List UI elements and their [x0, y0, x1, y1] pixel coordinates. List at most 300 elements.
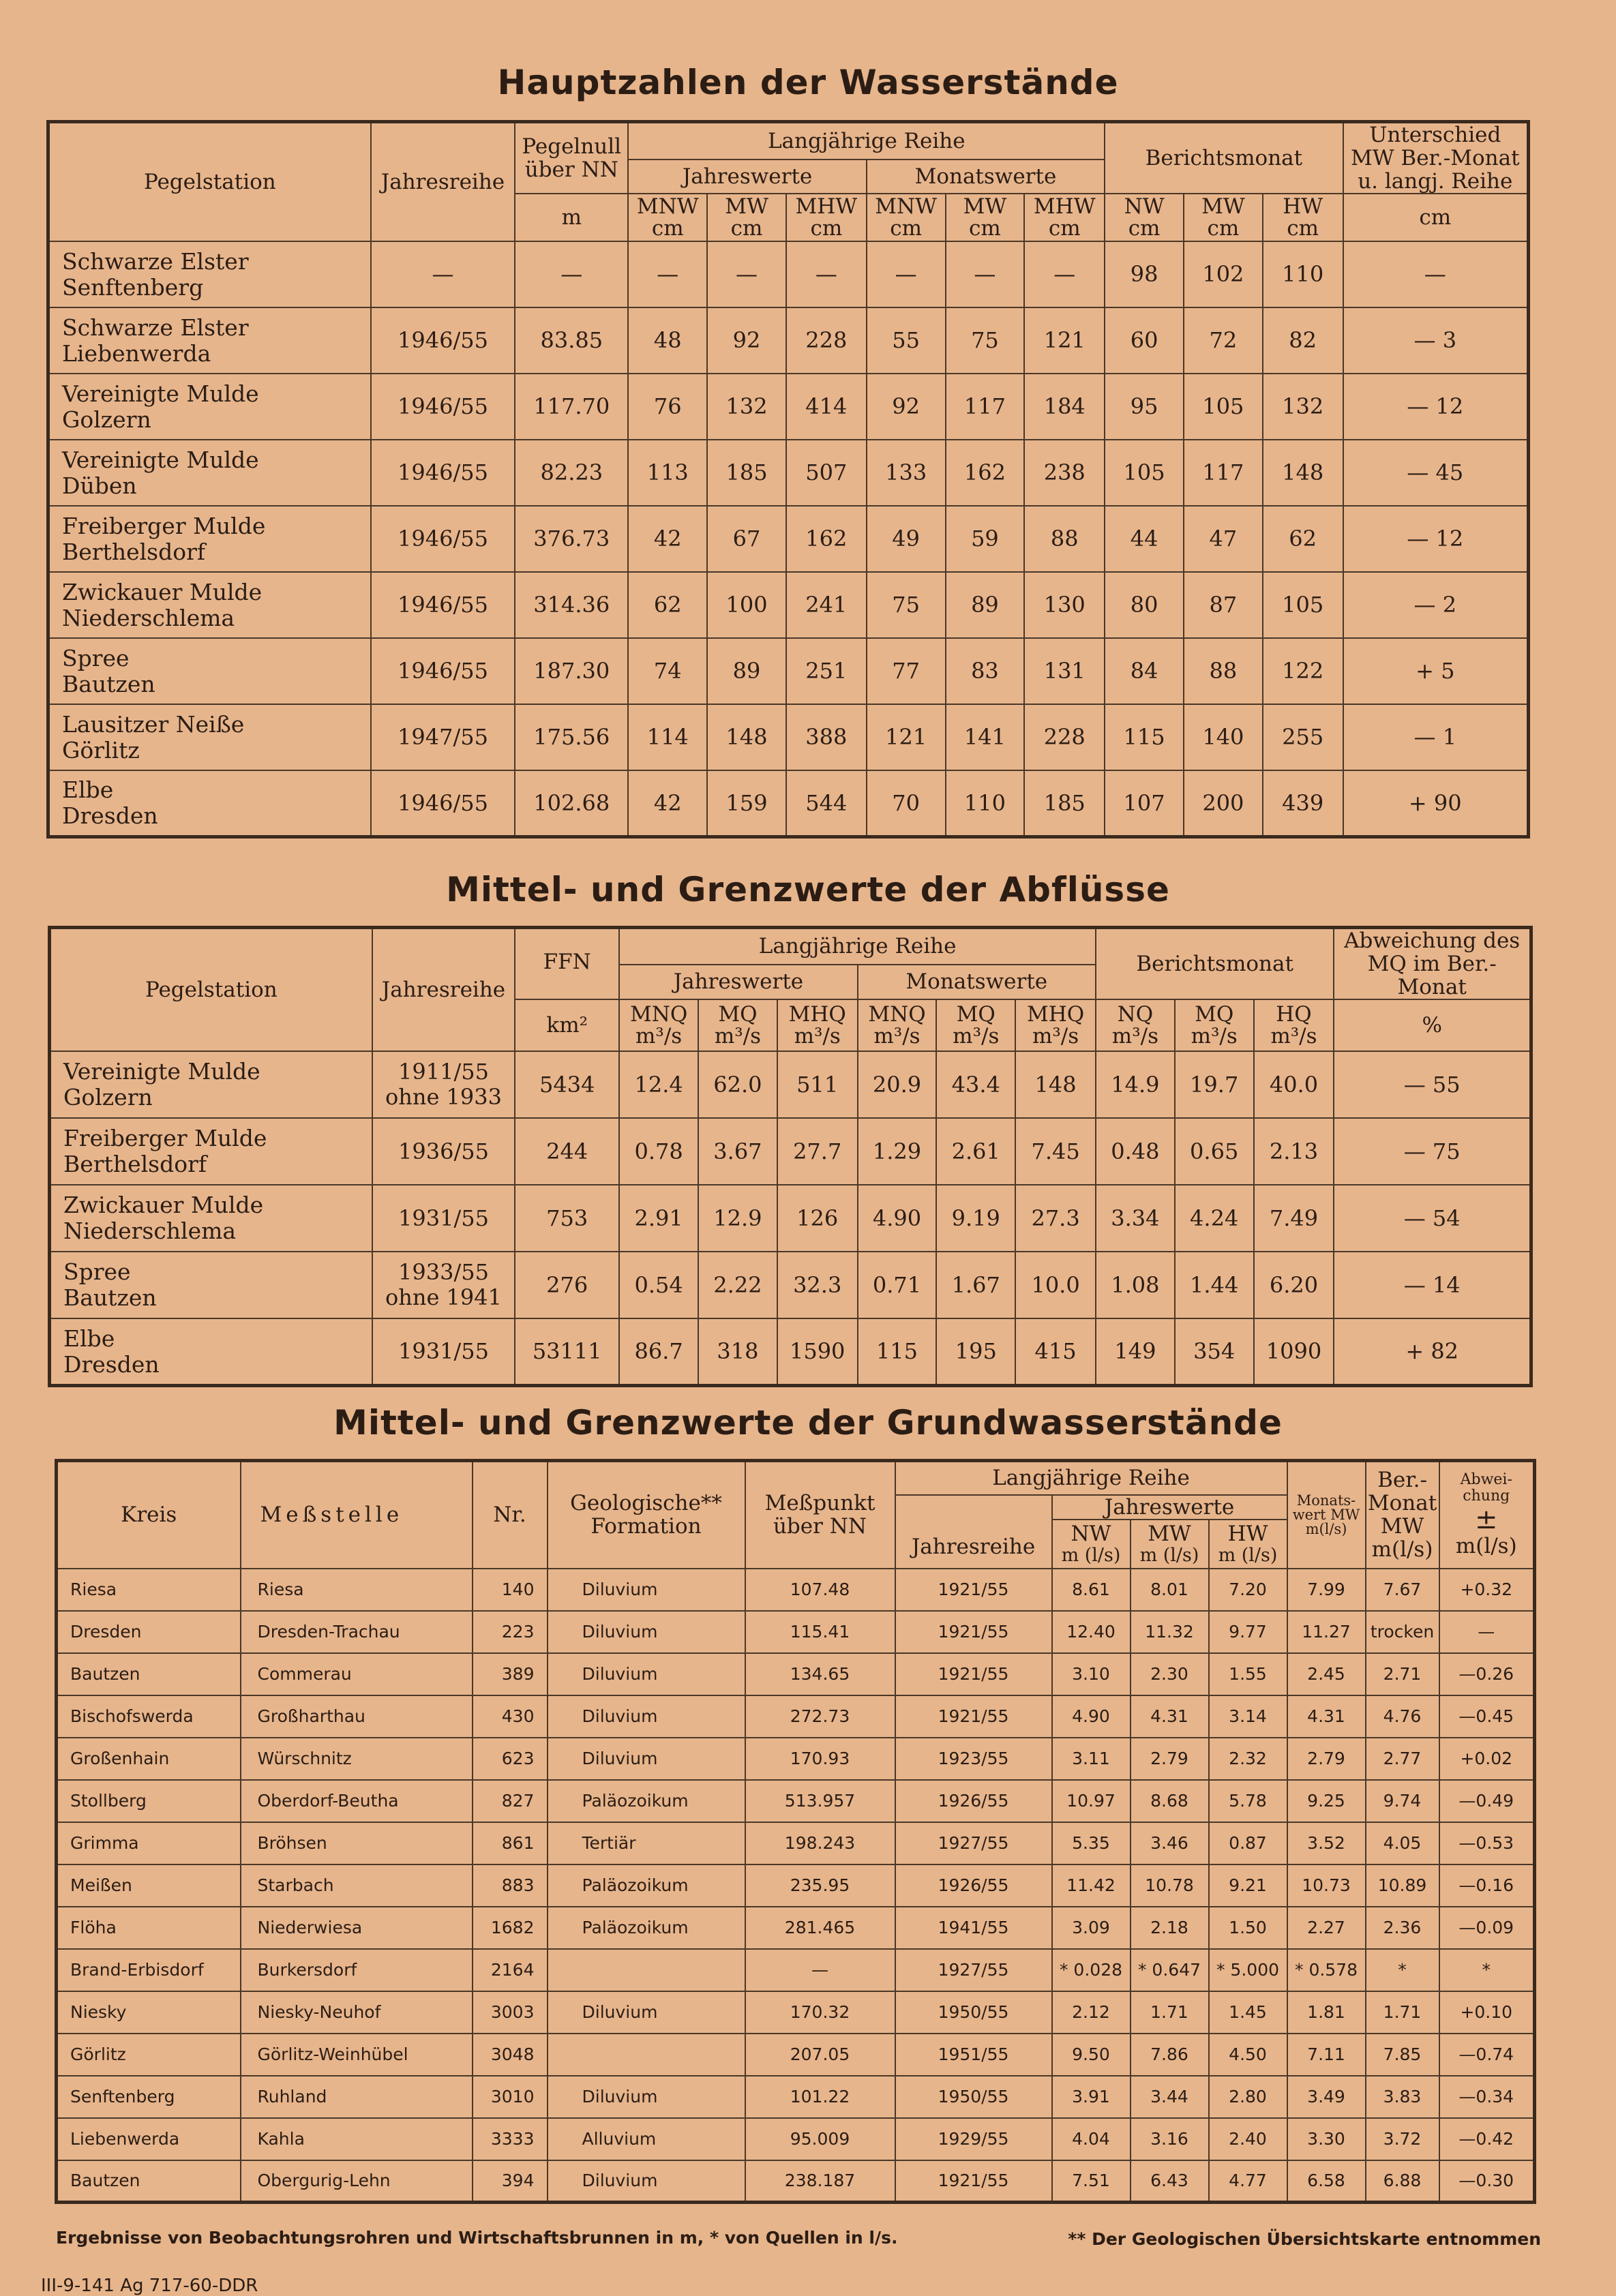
value-cell: 75 [867, 572, 946, 638]
value-cell: 113 [628, 440, 707, 506]
abweichung-cell: —0.16 [1439, 1864, 1535, 1907]
footnote-left: Ergebnisse von Beobachtungsrohren und Wirtschaftsbrunnen in m, * von Quellen in l/s. [56, 2228, 898, 2248]
messpunkt-cell: 281.465 [745, 1907, 895, 1949]
unterschied-cell: — 12 [1343, 374, 1529, 440]
header-berichtsmonat: Berichtsmonat [1105, 122, 1343, 194]
value-cell: 414 [786, 374, 867, 440]
value-cell: — [867, 241, 946, 307]
messpunkt-cell: 238.187 [745, 2160, 895, 2203]
value-cell: 148 [1015, 1051, 1096, 1118]
station-place: Liebenwerda [62, 339, 211, 367]
value-cell: 76 [628, 374, 707, 440]
nw-cell: 3.91 [1052, 2076, 1131, 2118]
value-cell: 95 [1105, 374, 1184, 440]
value-cell: — [707, 241, 786, 307]
value-cell: 159 [707, 770, 786, 836]
station-river: Zwickauer Mulde [63, 1192, 264, 1219]
formation-cell [548, 1949, 745, 1991]
station-place: Düben [62, 472, 137, 499]
ber-monat-cell: 3.83 [1366, 2076, 1439, 2118]
station-cell [48, 638, 371, 704]
unterschied-cell: — 12 [1343, 506, 1529, 572]
header-berichtsmonat: Berichtsmonat [1096, 928, 1334, 1000]
value-cell: 132 [707, 374, 786, 440]
hw-cell: 3.14 [1209, 1695, 1287, 1738]
nr-cell: 623 [473, 1738, 548, 1780]
header-kreis: Kreis [57, 1461, 241, 1569]
jahresreihe-cell: 1946/55 [371, 374, 515, 440]
value-cell: 114 [628, 704, 707, 770]
monatswert-cell: 7.99 [1287, 1569, 1366, 1611]
value-cell: 251 [786, 638, 867, 704]
station-cell [48, 374, 371, 440]
mw-cell: 3.46 [1131, 1822, 1209, 1864]
messpunkt-cell: 513.957 [745, 1780, 895, 1822]
jahresreihe-note: ohne 1933 [385, 1084, 502, 1111]
kreis-cell: Görlitz [57, 2034, 241, 2076]
table-abfluesse-body [50, 1051, 1531, 1385]
value-cell: 67 [707, 506, 786, 572]
station-place: Dresden [63, 1350, 160, 1378]
jahresreihe-cell [372, 1252, 515, 1318]
value-cell: 44 [1105, 506, 1184, 572]
kreis-cell: Senftenberg [57, 2076, 241, 2118]
table-row [57, 1695, 1535, 1738]
monatswert-cell: 7.11 [1287, 2034, 1366, 2076]
jahresreihe-cell: 1951/55 [895, 2034, 1052, 2076]
value-cell: 162 [946, 440, 1025, 506]
kreis-cell: Bischofswerda [57, 1695, 241, 1738]
header-pegelstation: Pegelstation [50, 928, 372, 1052]
messstelle-cell: Starbach [241, 1864, 473, 1907]
nw-cell: 9.50 [1052, 2034, 1131, 2076]
station-river: Schwarze Elster [62, 314, 249, 341]
value-cell: 100 [707, 572, 786, 638]
jahresreihe-cell: 1946/55 [371, 770, 515, 836]
table-row [57, 2118, 1535, 2160]
ber-monat-cell: 7.67 [1366, 1569, 1439, 1611]
value-cell: 12.4 [619, 1051, 698, 1118]
mw-cell: 7.86 [1131, 2034, 1209, 2076]
jahresreihe-range: 1931/55 [398, 1338, 489, 1365]
header-pegelnull: Pegelnull über NN [515, 122, 628, 194]
fn-cell: 244 [515, 1118, 619, 1185]
kreis-cell: Grimma [57, 1822, 241, 1864]
value-cell: 105 [1184, 374, 1263, 440]
value-cell: 184 [1024, 374, 1105, 440]
station-cell [48, 704, 371, 770]
kreis-cell: Meißen [57, 1864, 241, 1907]
header-col: MNW cm [867, 194, 946, 241]
jahresreihe-cell: 1927/55 [895, 1822, 1052, 1864]
nw-cell: 4.04 [1052, 2118, 1131, 2160]
monatswert-cell: 6.58 [1287, 2160, 1366, 2203]
header-messstelle: Meßstelle [241, 1461, 473, 1569]
value-cell: 102 [1184, 241, 1263, 307]
table-row [48, 770, 1529, 836]
header-unterschied-unit: cm [1343, 194, 1529, 241]
jahresreihe-cell: 1921/55 [895, 1569, 1052, 1611]
station-cell [48, 307, 371, 374]
value-cell: 107 [1105, 770, 1184, 836]
monatswert-cell: 1.81 [1287, 1991, 1366, 2034]
value-cell: 1.29 [858, 1118, 937, 1185]
monatswert-cell: 4.31 [1287, 1695, 1366, 1738]
value-cell: 62.0 [698, 1051, 777, 1118]
value-cell: 84 [1105, 638, 1184, 704]
abweichung-cell: —0.26 [1439, 1653, 1535, 1695]
monatswert-cell: 11.27 [1287, 1611, 1366, 1653]
station-place: Bautzen [62, 670, 155, 697]
value-cell: 60 [1105, 307, 1184, 374]
jahresreihe-range: 1911/55 [398, 1059, 489, 1085]
table-row [57, 1949, 1535, 1991]
value-cell: 132 [1263, 374, 1343, 440]
monatswert-cell: 2.79 [1287, 1738, 1366, 1780]
footnote-right: ** Der Geologischen Übersichtskarte entnommen [1068, 2229, 1541, 2249]
jahresreihe-cell [372, 1118, 515, 1185]
value-cell: 1.67 [936, 1252, 1015, 1318]
table-row [57, 2034, 1535, 2076]
header-col: MNW cm [628, 194, 707, 241]
station-river: Vereinigte Mulde [62, 446, 259, 473]
table-row [50, 1252, 1531, 1318]
mw-cell: 10.78 [1131, 1864, 1209, 1907]
station-river: Vereinigte Mulde [63, 1058, 260, 1085]
nw-cell: 12.40 [1052, 1611, 1131, 1653]
value-cell: 77 [867, 638, 946, 704]
station-cell [50, 1252, 372, 1318]
header-col: MW cm [946, 194, 1025, 241]
abweichung-cell: —0.42 [1439, 2118, 1535, 2160]
station-cell [50, 1318, 372, 1385]
value-cell: 507 [786, 440, 867, 506]
jahresreihe-range: 1931/55 [398, 1205, 489, 1231]
header-nr: Nr. [473, 1461, 548, 1569]
pegelnull-cell: 376.73 [515, 506, 628, 572]
value-cell: 1590 [777, 1318, 858, 1385]
messpunkt-cell: 272.73 [745, 1695, 895, 1738]
hw-cell: 7.20 [1209, 1569, 1287, 1611]
messstelle-cell: Riesa [241, 1569, 473, 1611]
messstelle-cell: Commerau [241, 1653, 473, 1695]
kreis-cell: Bautzen [57, 2160, 241, 2203]
hw-cell: 1.45 [1209, 1991, 1287, 2034]
value-cell: 75 [946, 307, 1025, 374]
messstelle-cell: Großharthau [241, 1695, 473, 1738]
kreis-cell: Liebenwerda [57, 2118, 241, 2160]
messpunkt-cell: 198.243 [745, 1822, 895, 1864]
value-cell: 0.78 [619, 1118, 698, 1185]
value-cell: 185 [1024, 770, 1105, 836]
nr-cell: 389 [473, 1653, 548, 1695]
fn-cell: 753 [515, 1185, 619, 1252]
ber-monat-cell: 10.89 [1366, 1864, 1439, 1907]
table-row [57, 2160, 1535, 2203]
pegelnull-cell: 102.68 [515, 770, 628, 836]
messstelle-cell: Würschnitz [241, 1738, 473, 1780]
mw-cell: 2.18 [1131, 1907, 1209, 1949]
value-cell: 141 [946, 704, 1025, 770]
header-jahresreihe: Jahresreihe [372, 928, 515, 1052]
header-col: MHQ m³/s [777, 999, 858, 1051]
nr-cell: 861 [473, 1822, 548, 1864]
pegelnull-cell: 117.70 [515, 374, 628, 440]
nr-cell: 883 [473, 1864, 548, 1907]
hw-cell: 2.40 [1209, 2118, 1287, 2160]
header-col: MHW cm [786, 194, 867, 241]
nw-cell: 4.90 [1052, 1695, 1131, 1738]
mw-cell: 3.16 [1131, 2118, 1209, 2160]
messstelle-cell: Obergurig-Lehn [241, 2160, 473, 2203]
kreis-cell: Flöha [57, 1907, 241, 1949]
unterschied-cell: + 90 [1343, 770, 1529, 836]
value-cell: 2.61 [936, 1118, 1015, 1185]
jahresreihe-cell: 1921/55 [895, 2160, 1052, 2203]
monatswert-cell: 3.30 [1287, 2118, 1366, 2160]
jahresreihe-cell: 1947/55 [371, 704, 515, 770]
mw-cell: * 0.647 [1131, 1949, 1209, 1991]
header-langjaehrige-reihe: Langjährige Reihe [895, 1461, 1287, 1495]
header-col: MNQ m³/s [619, 999, 698, 1051]
header-jahresreihe: Jahresreihe [895, 1495, 1052, 1569]
value-cell: 48 [628, 307, 707, 374]
value-cell: 0.48 [1096, 1118, 1175, 1185]
pegelnull-cell: 82.23 [515, 440, 628, 506]
nw-cell: 7.51 [1052, 2160, 1131, 2203]
mw-cell: 2.30 [1131, 1653, 1209, 1695]
kreis-cell: Dresden [57, 1611, 241, 1653]
ber-monat-cell: * [1366, 1949, 1439, 1991]
value-cell: 388 [786, 704, 867, 770]
station-place: Dresden [62, 802, 158, 830]
value-cell: 88 [1024, 506, 1105, 572]
table-row [57, 1738, 1535, 1780]
fn-cell: 276 [515, 1252, 619, 1318]
value-cell: 140 [1184, 704, 1263, 770]
value-cell: 62 [628, 572, 707, 638]
abweichung-cell: + 82 [1334, 1318, 1531, 1385]
formation-cell: Diluvium [548, 1738, 745, 1780]
value-cell: 149 [1096, 1318, 1175, 1385]
station-river: Elbe [63, 1325, 115, 1352]
abweichung-cell: —0.34 [1439, 2076, 1535, 2118]
messpunkt-cell: 101.22 [745, 2076, 895, 2118]
nr-cell: 3010 [473, 2076, 548, 2118]
nr-cell: 3003 [473, 1991, 548, 2034]
nw-cell: 2.12 [1052, 1991, 1131, 2034]
ber-monat-cell: 2.36 [1366, 1907, 1439, 1949]
nr-cell: 827 [473, 1780, 548, 1822]
jahresreihe-cell: 1946/55 [371, 440, 515, 506]
header-langjaehrige-reihe: Langjährige Reihe [628, 122, 1105, 160]
header-col: MHW cm [1024, 194, 1105, 241]
nr-cell: 3048 [473, 2034, 548, 2076]
value-cell: 439 [1263, 770, 1343, 836]
messstelle-cell: Burkersdorf [241, 1949, 473, 1991]
table-row [48, 638, 1529, 704]
abweichung-cell: — 75 [1334, 1118, 1531, 1185]
messpunkt-cell: 235.95 [745, 1864, 895, 1907]
formation-cell: Alluvium [548, 2118, 745, 2160]
value-cell: 121 [1024, 307, 1105, 374]
value-cell: 80 [1105, 572, 1184, 638]
header-col: HW cm [1263, 194, 1343, 241]
header-ber-monat: Ber.-Monat MW m(l/s) [1366, 1461, 1439, 1569]
value-cell: — [786, 241, 867, 307]
value-cell: 59 [946, 506, 1025, 572]
table-row [57, 1653, 1535, 1695]
messstelle-cell: Niederwiesa [241, 1907, 473, 1949]
formation-cell: Diluvium [548, 1569, 745, 1611]
unterschied-cell: — 2 [1343, 572, 1529, 638]
value-cell: 200 [1184, 770, 1263, 836]
station-river: Freiberger Mulde [62, 512, 266, 539]
station-river: Schwarze Elster [62, 247, 249, 275]
kreis-cell: Großenhain [57, 1738, 241, 1780]
jahresreihe-cell: — [371, 241, 515, 307]
kreis-cell: Brand-Erbisdorf [57, 1949, 241, 1991]
station-river: Lausitzer Neiße [62, 710, 245, 738]
jahresreihe-cell: 1921/55 [895, 1653, 1052, 1695]
nw-cell: 5.35 [1052, 1822, 1131, 1864]
unterschied-cell: — 1 [1343, 704, 1529, 770]
station-river: Zwickauer Mulde [62, 578, 263, 605]
value-cell: 43.4 [936, 1051, 1015, 1118]
pegelnull-cell: 187.30 [515, 638, 628, 704]
mw-cell: 11.32 [1131, 1611, 1209, 1653]
value-cell: 1090 [1254, 1318, 1334, 1385]
formation-cell: Diluvium [548, 1991, 745, 2034]
jahresreihe-cell: 1950/55 [895, 2076, 1052, 2118]
hw-cell: 9.21 [1209, 1864, 1287, 1907]
value-cell: 19.7 [1175, 1051, 1254, 1118]
station-cell [48, 572, 371, 638]
hw-cell: 2.80 [1209, 2076, 1287, 2118]
messpunkt-cell: 207.05 [745, 2034, 895, 2076]
kreis-cell: Niesky [57, 1991, 241, 2034]
messstelle-cell: Dresden-Trachau [241, 1611, 473, 1653]
abweichung-cell: —0.30 [1439, 2160, 1535, 2203]
mw-cell: 6.43 [1131, 2160, 1209, 2203]
jahresreihe-cell: 1946/55 [371, 307, 515, 374]
station-place: Senftenberg [62, 273, 204, 301]
value-cell: 544 [786, 770, 867, 836]
print-code: III-9-141 Ag 717-60-DDR [41, 2276, 258, 2296]
header-col: MW cm [1184, 194, 1263, 241]
station-river: Spree [62, 644, 130, 671]
value-cell: 354 [1175, 1318, 1254, 1385]
value-cell: 148 [1263, 440, 1343, 506]
ber-monat-cell: 3.72 [1366, 2118, 1439, 2160]
monatswert-cell: 2.27 [1287, 1907, 1366, 1949]
abweichung-cell: +0.02 [1439, 1738, 1535, 1780]
formation-cell: Diluvium [548, 1653, 745, 1695]
station-cell [48, 770, 371, 836]
table-row [57, 1569, 1535, 1611]
abweichung-cell: +0.10 [1439, 1991, 1535, 2034]
abweichung-cell: — 14 [1334, 1252, 1531, 1318]
jahresreihe-cell [372, 1185, 515, 1252]
messpunkt-cell: 170.32 [745, 1991, 895, 2034]
nw-cell: 3.09 [1052, 1907, 1131, 1949]
header-col: NQ m³/s [1096, 999, 1175, 1051]
header-jahresreihe: Jahresreihe [371, 122, 515, 242]
pegelnull-cell: — [515, 241, 628, 307]
header-abweichung-unit: % [1334, 999, 1531, 1051]
nr-cell: 1682 [473, 1907, 548, 1949]
formation-cell: Tertiär [548, 1822, 745, 1864]
header-unterschied: Unterschied MW Ber.-Monat u. langj. Reihe [1343, 122, 1529, 194]
value-cell: 82 [1263, 307, 1343, 374]
value-cell: 131 [1024, 638, 1105, 704]
monatswert-cell: 3.52 [1287, 1822, 1366, 1864]
nw-cell: 11.42 [1052, 1864, 1131, 1907]
value-cell: 195 [936, 1318, 1015, 1385]
value-cell: 92 [707, 307, 786, 374]
value-cell: 27.3 [1015, 1185, 1096, 1252]
value-cell: 126 [777, 1185, 858, 1252]
header-nw: NW m (l/s) [1052, 1520, 1131, 1569]
hw-cell: 1.50 [1209, 1907, 1287, 1949]
value-cell: 7.45 [1015, 1118, 1096, 1185]
table-row [57, 1822, 1535, 1864]
value-cell: 110 [1263, 241, 1343, 307]
header-pegelnull-unit: m [515, 194, 628, 241]
value-cell: 228 [786, 307, 867, 374]
unterschied-cell: — 3 [1343, 307, 1529, 374]
value-cell: 2.91 [619, 1185, 698, 1252]
kreis-cell: Bautzen [57, 1653, 241, 1695]
value-cell: 89 [946, 572, 1025, 638]
value-cell: 86.7 [619, 1318, 698, 1385]
jahresreihe-range: 1936/55 [398, 1138, 489, 1164]
value-cell: 14.9 [1096, 1051, 1175, 1118]
value-cell: 185 [707, 440, 786, 506]
value-cell: 47 [1184, 506, 1263, 572]
value-cell: 228 [1024, 704, 1105, 770]
abweichung-cell: +0.32 [1439, 1569, 1535, 1611]
fn-cell: 5434 [515, 1051, 619, 1118]
value-cell: 40.0 [1254, 1051, 1334, 1118]
value-cell: 42 [628, 770, 707, 836]
value-cell: 2.13 [1254, 1118, 1334, 1185]
station-place: Berthelsdorf [62, 538, 206, 565]
table-row [50, 1118, 1531, 1185]
header-abweichung: Abwei-chung ± m(l/s) [1439, 1461, 1535, 1569]
nw-cell: 10.97 [1052, 1780, 1131, 1822]
mw-cell: 8.01 [1131, 1569, 1209, 1611]
jahresreihe-cell: 1927/55 [895, 1949, 1052, 1991]
jahresreihe-cell [372, 1318, 515, 1385]
value-cell: 20.9 [858, 1051, 937, 1118]
messstelle-cell: Görlitz-Weinhübel [241, 2034, 473, 2076]
abweichung-cell: — [1439, 1611, 1535, 1653]
nr-cell: 2164 [473, 1949, 548, 1991]
station-place: Golzern [62, 406, 151, 433]
table-grundwasser [55, 1459, 1536, 2204]
header-monatswerte: Monatswerte [858, 965, 1096, 1000]
station-cell [50, 1118, 372, 1185]
messpunkt-cell: 134.65 [745, 1653, 895, 1695]
value-cell: 87 [1184, 572, 1263, 638]
value-cell: 117 [946, 374, 1025, 440]
jahresreihe-cell: 1921/55 [895, 1611, 1052, 1653]
jahresreihe-cell: 1921/55 [895, 1695, 1052, 1738]
unterschied-cell: — [1343, 241, 1529, 307]
value-cell: 10.0 [1015, 1252, 1096, 1318]
messpunkt-cell: 115.41 [745, 1611, 895, 1653]
